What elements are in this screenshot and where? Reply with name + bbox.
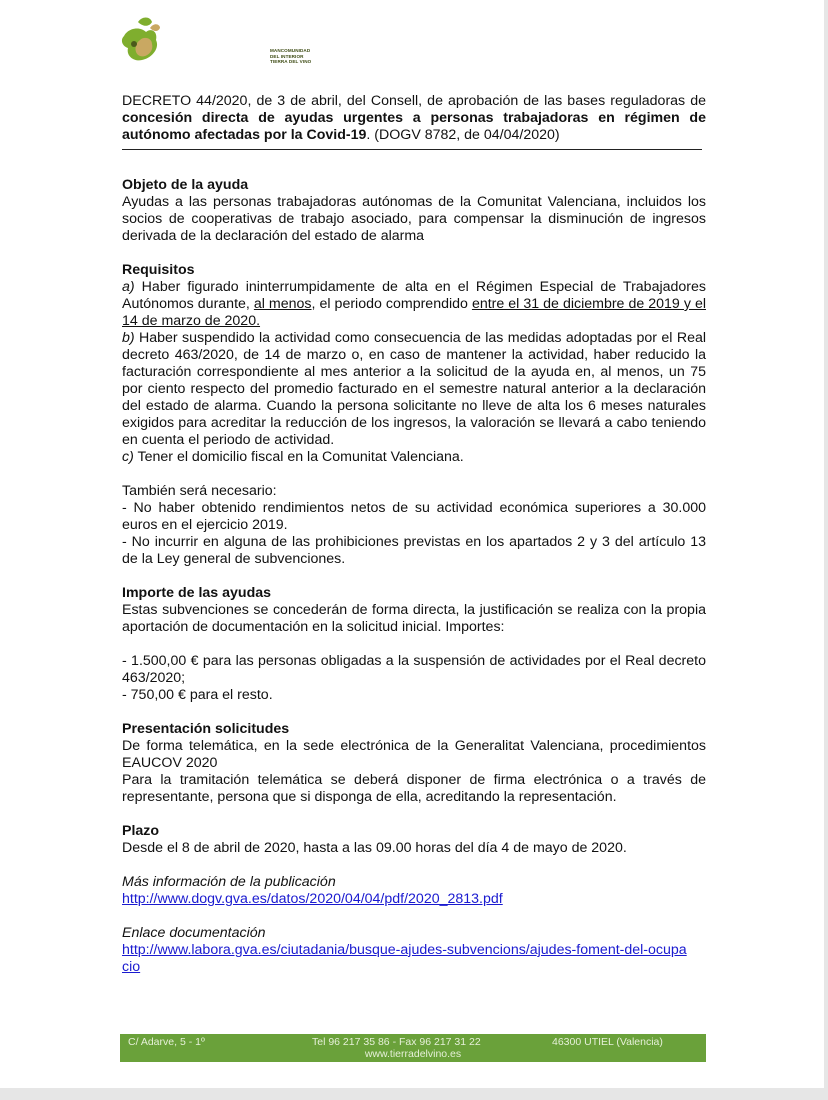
- footer-city: 46300 UTIEL (Valencia): [552, 1036, 663, 1048]
- requisito-a-underline-1: al menos: [253, 296, 312, 312]
- tambien-item-1: - No haber obtenido rendimientos netos de su actividad económica superiores a 30.000 euros en el ejercicio 2019.: [122, 500, 706, 533]
- section-objeto: [122, 177, 706, 245]
- requisito-a-text1: Haber figurado ininterrumpidamente de alta en el Régimen Especial de Trabajadores Autónomos durante,: [122, 279, 706, 312]
- enlace-label: Enlace documentación: [122, 925, 266, 941]
- objeto-text: Ayudas a las personas trabajadoras autónomas de la Comunitat Valenciana, incluidos los socios de cooperativas de trabajo asociado, para compensar la disminución de ingresos derivada de la declaración del estado de alarma: [122, 194, 706, 244]
- section-requisitos: [122, 262, 706, 466]
- logo-text: [270, 48, 311, 65]
- requisito-c-text: Tener el domicilio fiscal en la Comunitat Valenciana.: [133, 449, 464, 465]
- requisito-b-letter: b): [122, 330, 135, 346]
- section-mas-info: [122, 874, 706, 908]
- requisito-a: [122, 279, 706, 330]
- importe-item-1: - 1.500,00 € para las personas obligadas a la suspensión de actividades por el Real decreto 463/2020;: [122, 653, 706, 686]
- requisito-c-letter: c): [122, 449, 134, 465]
- presentacion-text-2: Para la tramitación telemática se deberá disponer de firma electrónica o a través de representante, persona que si disponga de ella, acreditando la representación.: [122, 772, 706, 805]
- logo: [120, 14, 312, 66]
- importe-item-2: - 750,00 € para el resto.: [122, 687, 273, 703]
- requisitos-heading: Requisitos: [122, 262, 195, 278]
- enlace-link[interactable]: http://www.labora.gva.es/ciutadania/busque-ajudes-subvencions/ajudes-foment-del-ocupacio: [122, 942, 687, 975]
- footer-bar: [120, 1034, 706, 1062]
- requisito-a-letter: a): [122, 279, 135, 295]
- plazo-text: Desde el 8 de abril de 2020, hasta a las 09.00 horas del día 4 de mayo de 2020.: [122, 840, 627, 856]
- section-plazo: [122, 823, 706, 857]
- footer-web: www.tierradelvino.es: [364, 1048, 462, 1060]
- title-divider: [122, 149, 702, 150]
- plazo-heading: Plazo: [122, 823, 160, 839]
- footer-address: C/ Adarve, 5 - 1º: [128, 1036, 205, 1048]
- decree-title-bold: concesión directa de ayudas urgentes a personas trabajadoras en régimen de autónomo afectadas por la Covid-19: [122, 110, 706, 143]
- logo-line-3: TIERRA DEL VINO: [270, 59, 312, 65]
- mas-info-link[interactable]: http://www.dogv.gva.es/datos/2020/04/04/pdf/2020_2813.pdf: [122, 891, 503, 907]
- requisito-a-underline-2: entre el 31 de diciembre de 2019 y el 14 de marzo de 2020.: [122, 296, 706, 329]
- section-tambien: [122, 483, 706, 568]
- requisito-b-text: Haber suspendido la actividad como consecuencia de las medidas adoptadas por el Real decreto 463/2020, de 14 de marzo o, en caso de mantener la actividad, haber reducido la facturación correspondiente al mes anterior a la solicitud de la ayuda en, al menos, un 75 por ciento respecto del promedio facturado en el semestre natural anterior a la declaración del estado de alarma. Cuando la persona solicitante no lleve de alta los 6 meses naturales exigidos para acreditar la reducción de los ingresos, la valoración se llevará a cabo teniendo en cuenta el periodo de actividad.: [122, 330, 706, 448]
- requisito-a-text2: , el periodo comprendido: [311, 296, 472, 312]
- logo-line-1: MANCOMUNIDAD: [270, 48, 311, 53]
- page-edge-bottom: [0, 1088, 828, 1100]
- section-enlace: [122, 925, 706, 976]
- tambien-intro: También será necesario:: [122, 483, 277, 499]
- objeto-heading: Objeto de la ayuda: [122, 177, 249, 193]
- decree-title-part2: . (DOGV 8782, de 04/04/2020): [366, 127, 560, 143]
- tambien-item-2: - No incurrir en alguna de las prohibiciones previstas en los apartados 2 y 3 del artículo 13 de la Ley general de subvenciones.: [122, 534, 706, 567]
- presentacion-text-1: De forma telemática, en la sede electrónica de la Generalitat Valenciana, procedimientos EAUCOV 2020: [122, 738, 706, 771]
- importe-heading: Importe de las ayudas: [122, 585, 272, 601]
- logo-line-2: DEL INTERIOR: [270, 53, 304, 59]
- decree-title: [122, 93, 706, 144]
- importe-text: Estas subvenciones se concederán de forma directa, la justificación se realiza con la propia aportación de documentación en la solicitud inicial. Importes:: [122, 602, 706, 635]
- document-body: [122, 93, 706, 976]
- requisito-b: [122, 330, 706, 449]
- requisito-c: [122, 449, 706, 466]
- logo-emblem-icon: [120, 14, 210, 66]
- decree-title-part1: DECRETO 44/2020, de 3 de abril, del Consell, de aprobación de las bases reguladoras de: [122, 93, 706, 109]
- section-presentacion: [122, 721, 706, 806]
- presentacion-heading: Presentación solicitudes: [122, 721, 290, 737]
- section-importe: [122, 585, 706, 704]
- mas-info-label: Más información de la publicación: [122, 874, 336, 890]
- footer-phone: Tel 96 217 35 86 - Fax 96 217 31 22: [312, 1036, 481, 1048]
- page-edge-right: [824, 0, 828, 1100]
